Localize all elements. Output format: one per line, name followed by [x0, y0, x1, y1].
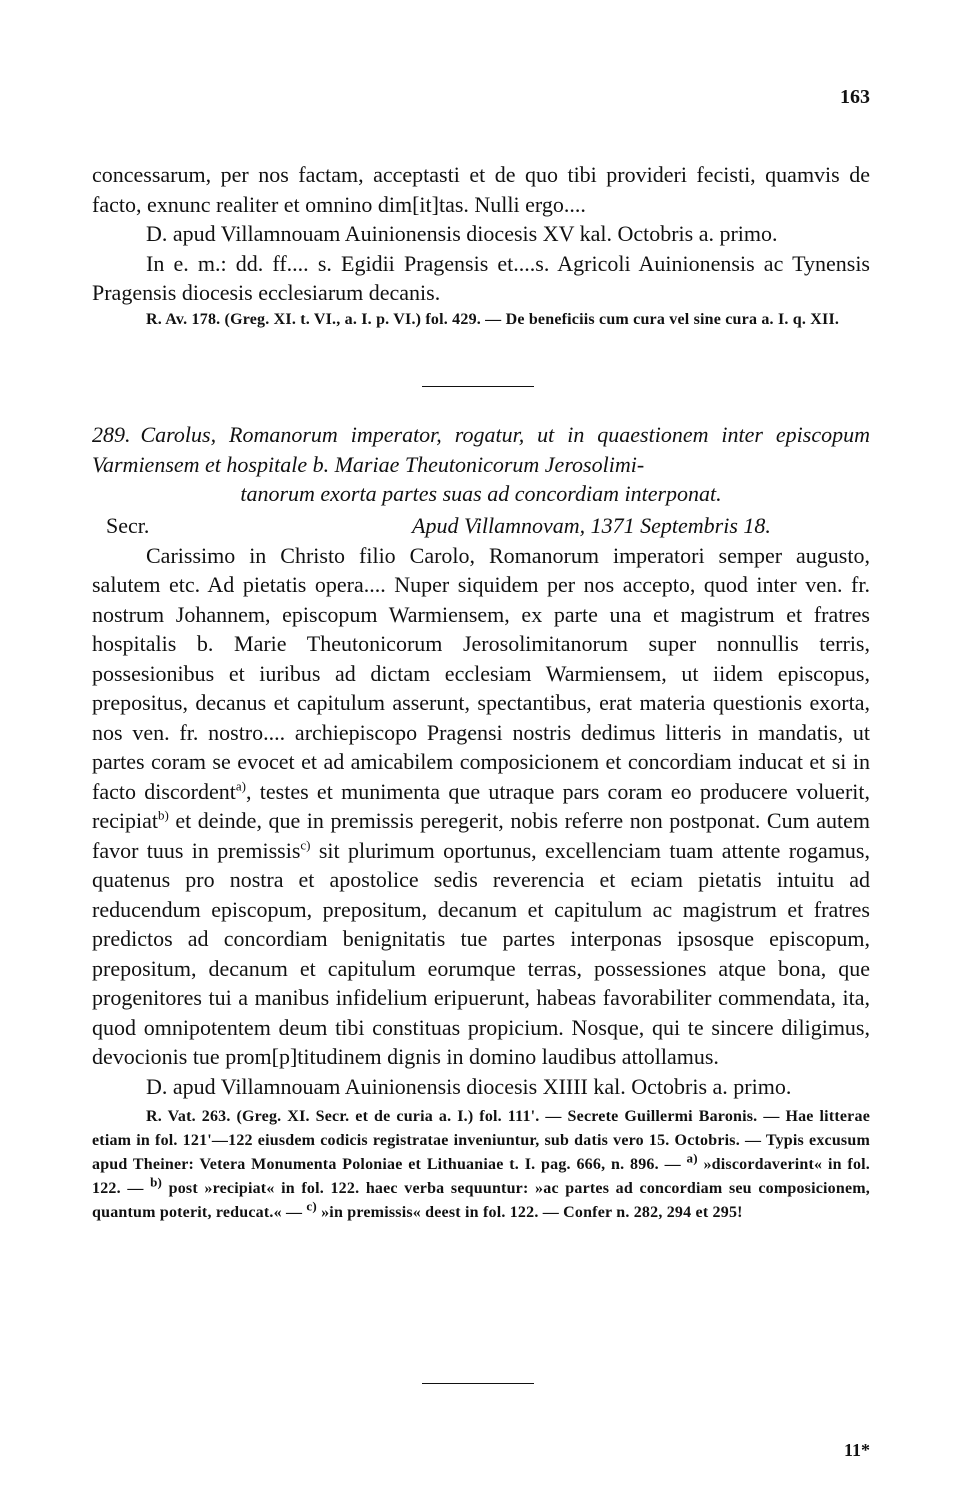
intro-dating-line: D. apud Villamnouam Auinionensis diocesis XV kal. Octobris a. primo. [146, 221, 778, 246]
document-text-part-2: , testes et munimenta que utraque pars coram eo producere voluerit, recipiat [92, 778, 870, 833]
dateline [92, 511, 870, 541]
document-closing: D. apud Villamnouam Auinionensis diocesis XIIII kal. Octobris a. primo. [146, 1073, 792, 1099]
separator-rule [422, 386, 534, 387]
footnote-mark-c: c) [300, 837, 311, 853]
footnote-part-3: post »recipiat« in fol. 122. haec verba sequuntur: »ac partes ad concordiam seu composicionem, quantum poterit, reducat.« — [92, 1180, 870, 1221]
document-text-part-4: sit plurimum oportunus, excellenciam tuam attente rogamus, quatenus pro nostra et apostolice sedis reverencia et eciam pietatis intuitu ad reducendum episcopum, prepositum, decanum et capitulum ac magistrum et fratres predictos ad concordiam benignitatis tue partes interponas ipsosque episcopum, prepositum, decanum et capitulum eorumque terras, possessiones atque bona, que progenitores tui a manibus infidelium eripuerunt, habeas favorabiliter commendata, ita, quod omnipotentem deum tibi constituas propicium. Nosque, qui te sincere diligimus, devocionis tue prom[p]titudinem dignis in domino laudibus attollamus. [92, 837, 870, 1069]
document-number: 289. [92, 422, 131, 447]
page [92, 0, 870, 1505]
footnote-mark-b: b) [157, 807, 169, 823]
separator-rule-bottom [422, 1383, 534, 1384]
footnote-part-4: »in premissis« deest in fol. 122. — Confer n. 282, 294 et 295! [316, 1204, 743, 1221]
document-text-part-1: Carissimo in Christo filio Carolo, Romanorum imperatori semper augusto, salutem etc. Ad pietatis opera.... Nuper siquidem per nos accepto, quod inter ven. fr. nostrum Johannem, episcopum Warmiensem, ex parte una et magistrum et fratres hospitalis b. Marie Theutonicorum Jerosolimitanorum super nonnullis terris, possesionibus et iuribus ad dictam ecclesiam Warmiensem, ut iidem episcopus, prepositus, decanus et capitulum asserunt, spectantibus, erat materia questionis exorta, nos ven. fr. nostro.... archiepiscopo Pragensi nostris dedimus litteris in mandatis, ut partes coram se evocet et ad amicabilem composicionem et concordiam inducat et si in facto discordent [92, 542, 870, 804]
intro-in-eundem-modum: In e. m.: dd. ff.... s. Egidii Pragensis et....s. Agricoli Auinionensis ac Tynensis Pragensis diocesis ecclesiarum decanis. [92, 250, 870, 305]
footnote-part-1: R. Vat. 263. (Greg. XI. Secr. et de curia a. I.) fol. 111'. — Secrete Guillermi Baronis. — Hae litterae etiam in fol. 121'—122 eiusdem codicis registratae inveniuntur, sub datis vero 15. Octobris. — Typis excusum apud Theiner: Vetera Monumenta Poloniae et Lithuaniae t. I. pag. 666, n. 896. — [92, 1108, 870, 1173]
secretum-label: Secr. [106, 512, 150, 538]
document-text [92, 541, 870, 1072]
footnote-ref-b: b) [150, 1174, 163, 1190]
footnote-ref-a: a) [686, 1150, 698, 1166]
page-number: 163 [840, 86, 870, 108]
place-date: Apud Villamnovam, 1371 Septembris 18. [412, 512, 771, 538]
document-heading-line-2: tanorum exorta partes suas ad concordiam interponat. [240, 481, 722, 506]
document-heading-line-1: Carolus, Romanorum imperator, rogatur, ut in quaestionem inter episcopum Varmiensem et hospitale b. Mariae Theutonicorum Jerosolimi- [92, 422, 870, 477]
document-text-part-3: et deinde, que in premissis peregerit, nobis referre non postponat. Cum autem favor tuus in premissis [92, 808, 870, 863]
intro-line: concessarum, per nos factam, acceptasti et de quo tibi provideri fecisti, quamvis de facto, exnunc realiter et omnino dim[it]tas. Nulli ergo.... [92, 162, 870, 217]
document-heading [92, 420, 870, 509]
intro-source-note: R. Av. 178. (Greg. XI. t. VI., a. I. p. VI.) fol. 429. — De beneficiis cum cura vel sine cura a. I. q. XII. [146, 310, 840, 328]
signature-folio: 11* [843, 1440, 870, 1460]
document-289 [92, 420, 870, 1225]
intro-block [92, 160, 870, 332]
footnote-mark-a: a) [235, 778, 246, 794]
footnote-part-2: »discordaverint« in fol. 122. — [92, 1156, 870, 1197]
footnotes [92, 1105, 870, 1225]
footnote-ref-c: c) [306, 1198, 317, 1214]
